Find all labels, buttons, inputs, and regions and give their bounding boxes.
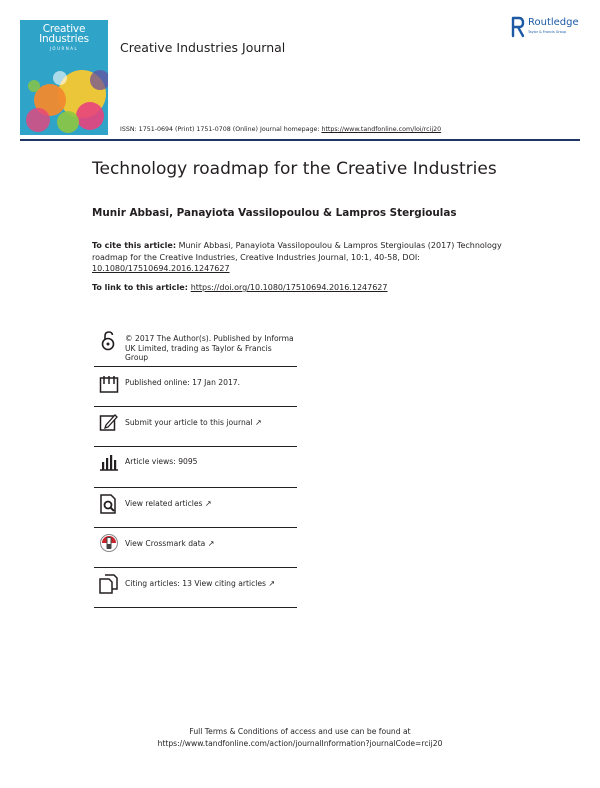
- publisher-logo[interactable]: [511, 16, 591, 38]
- article-link-line: [92, 283, 388, 292]
- external-link-icon: ↗: [254, 418, 262, 427]
- related-articles-icon: [99, 494, 119, 514]
- journal-homepage-link[interactable]: https://www.tandfonline.com/loi/rcij20: [321, 126, 442, 133]
- cite-text: Munir Abbasi, Panayiota Vassilopoulou & Lampros Stergioulas (2017) Technology roadmap for the Creative Industries, Creative Industries Journal, 10:1, 40-58, DOI:: [92, 241, 502, 262]
- publisher-tagline: Taylor & Francis Group: [528, 30, 567, 34]
- citing-text: [125, 579, 297, 589]
- header-divider: [20, 139, 580, 141]
- info-item-related[interactable]: [94, 487, 297, 528]
- info-item-views: [94, 446, 297, 488]
- published-date: Published online: 17 Jan 2017.: [125, 378, 241, 387]
- calendar-icon: [99, 374, 119, 394]
- citation-block: [92, 240, 512, 275]
- cite-label: To cite this article:: [92, 241, 177, 250]
- info-item-citing[interactable]: [94, 567, 297, 608]
- article-authors: Munir Abbasi, Panayiota Vassilopoulou & Lampros Stergioulas: [92, 207, 457, 219]
- footer-terms-link[interactable]: https://www.tandfonline.com/action/journalInformation?journalCode=rcij20: [157, 739, 443, 748]
- submit-label: Submit your article to this journal: [125, 418, 253, 427]
- cover-title-line1: Creative: [42, 23, 86, 35]
- cover-title: [20, 24, 108, 44]
- crossmark-text: [125, 539, 297, 549]
- journal-name[interactable]: Creative Industries Journal: [120, 40, 286, 55]
- info-item-submit[interactable]: [94, 406, 297, 447]
- citing-label: Citing articles: 13 View citing articles: [125, 579, 266, 588]
- citing-articles-icon: [99, 574, 119, 594]
- info-item-crossmark[interactable]: [94, 527, 297, 568]
- submit-icon: [99, 413, 119, 433]
- submit-text: [125, 418, 297, 428]
- crossmark-icon: [99, 533, 119, 553]
- external-link-icon: ↗: [207, 539, 215, 548]
- related-label: View related articles: [125, 499, 203, 508]
- journal-cover: [20, 20, 108, 135]
- bar-chart-icon: [99, 452, 119, 472]
- external-link-icon: ↗: [204, 499, 212, 508]
- article-views: Article views: 9095: [125, 457, 198, 466]
- info-item-license[interactable]: [94, 325, 297, 367]
- cover-title-line2: Industries: [39, 33, 89, 45]
- external-link-icon: ↗: [268, 579, 276, 588]
- article-doi-link[interactable]: https://doi.org/10.1080/17510694.2016.1247627: [190, 283, 388, 292]
- routledge-r-icon: [511, 16, 525, 38]
- article-title: Technology roadmap for the Creative Industries: [92, 159, 497, 179]
- issn-text: ISSN: 1751-0694 (Print) 1751-0708 (Online) Journal homepage:: [120, 126, 322, 133]
- open-access-icon: [99, 331, 119, 351]
- footer: [0, 726, 600, 750]
- crossmark-label: View Crossmark data: [125, 539, 206, 548]
- license-text: © 2017 The Author(s). Published by Informa UK Limited, trading as Taylor & Francis Group: [125, 334, 294, 362]
- cover-subtitle: JOURNAL: [49, 46, 79, 51]
- publisher-name: Routledge: [528, 17, 579, 28]
- info-item-published: [94, 366, 297, 407]
- footer-terms-text: Full Terms & Conditions of access and use can be found at: [189, 727, 411, 736]
- issn-line: [120, 126, 441, 133]
- cite-doi-link[interactable]: 10.1080/17510694.2016.1247627: [92, 264, 230, 273]
- related-text: [125, 499, 297, 509]
- link-label: To link to this article:: [92, 283, 191, 292]
